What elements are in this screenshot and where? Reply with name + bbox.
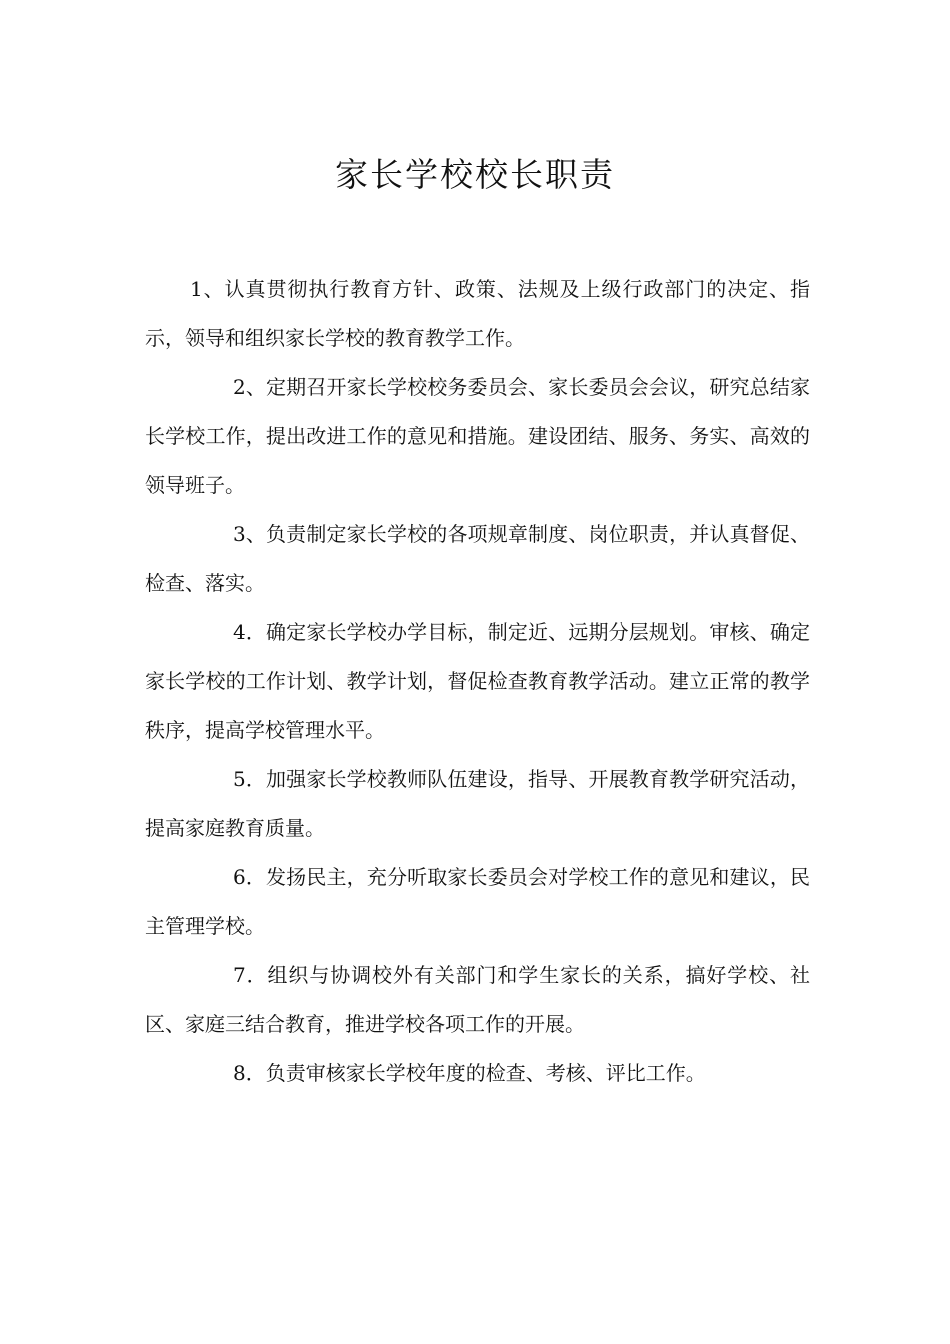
paragraph-7: 7．组织与协调校外有关部门和学生家长的关系，搞好学校、社区、家庭三结合教育，推进学校各项工作的开展。 — [145, 963, 810, 1036]
paragraph-3: 3、负责制定家长学校的各项规章制度、岗位职责，并认真督促、检查、落实。 — [145, 522, 810, 595]
paragraph-6: 6．发扬民主，充分听取家长委员会对学校工作的意见和建议，民主管理学校。 — [145, 865, 810, 938]
paragraph-2: 2、定期召开家长学校校务委员会、家长委员会会议，研究总结家长学校工作，提出改进工作的意见和措施。建设团结、服务、务实、高效的领导班子。 — [145, 375, 810, 497]
paragraph-1: 1、认真贯彻执行教育方针、政策、法规及上级行政部门的决定、指示，领导和组织家长学校的教育教学工作。 — [145, 277, 810, 350]
paragraph-8: 8．负责审核家长学校年度的检查、考核、评比工作。 — [233, 1061, 706, 1085]
document-title: 家长学校校长职责 — [335, 155, 615, 194]
paragraph-5: 5．加强家长学校教师队伍建设，指导、开展教育教学研究活动，提高家庭教育质量。 — [145, 767, 810, 840]
document-body — [145, 265, 810, 1098]
paragraph-4: 4．确定家长学校办学目标，制定近、远期分层规划。审核、确定家长学校的工作计划、教学计划，督促检查教育教学活动。建立正常的教学秩序，提高学校管理水平。 — [145, 620, 810, 742]
